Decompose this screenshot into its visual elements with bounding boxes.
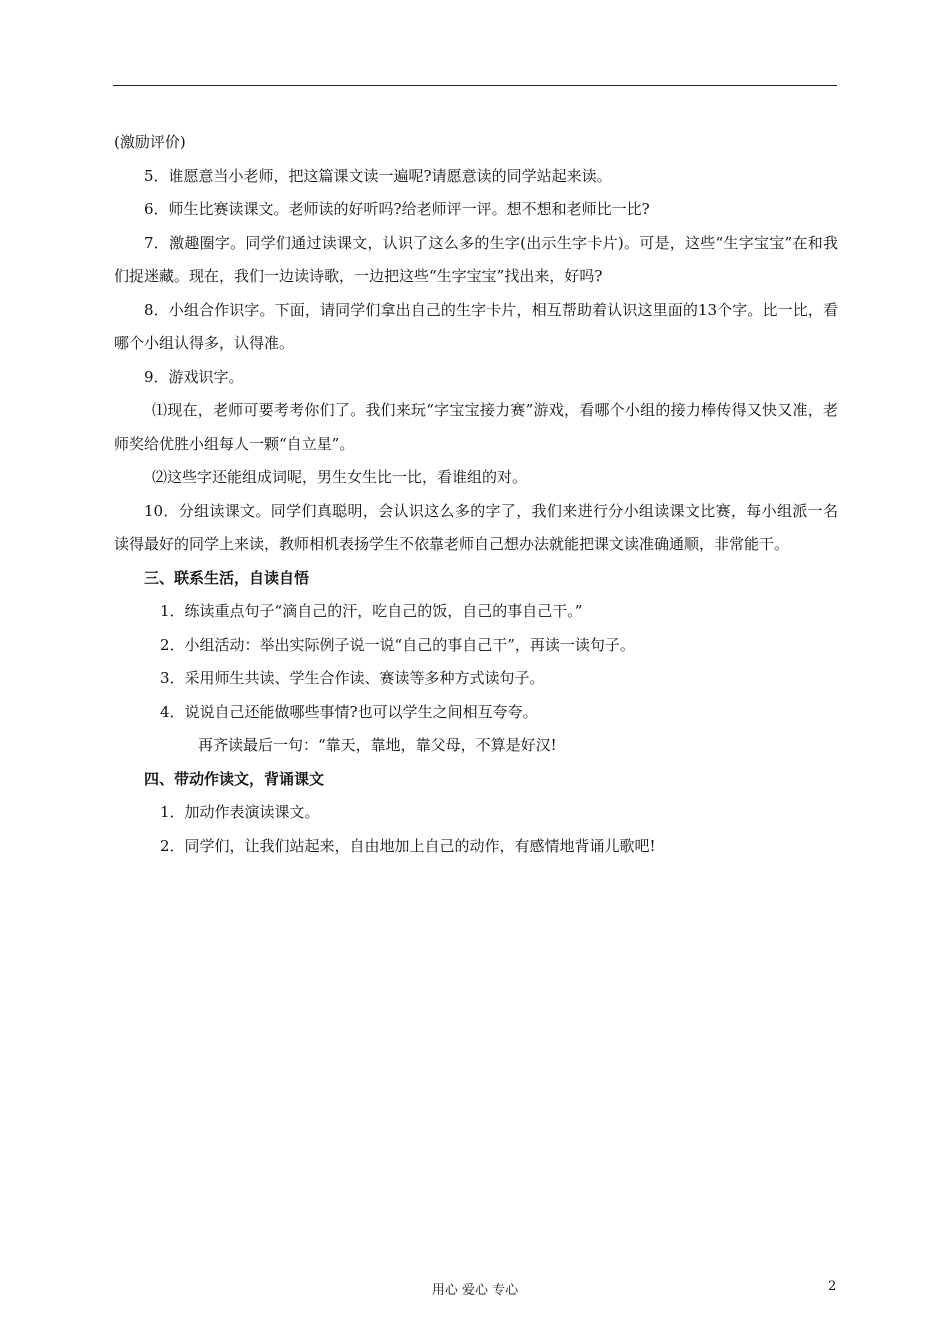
paragraph-item-7: 7．激趣圈字。同学们通过读课文，认识了这么多的生字(出示生字卡片)。可是，这些“生字宝宝”在和我们捉迷藏。现在，我们一边读诗歌，一边把这些“生字宝宝”找出来，好吗? xyxy=(114,233,838,285)
paragraph-item-6: 6．师生比赛读课文。老师读的好听吗?给老师评一评。想不想和老师比一比? xyxy=(144,200,650,218)
paragraph-item-5: 5．谁愿意当小老师，把这篇课文读一遍呢?请愿意读的同学站起来读。 xyxy=(144,166,612,185)
section4-item-1: 1．加动作表演读课文。 xyxy=(160,803,320,821)
section3-item-3: 3．采用师生共读、学生合作读、赛读等多种方式读句子。 xyxy=(160,669,545,687)
paragraph-item-9-2: ⑵这些字还能组成词呢，男生女生比一比，看谁组的对。 xyxy=(152,468,528,486)
section3-item-1: 1．练读重点句子“滴自己的汗，吃自己的饭，自己的事自己干。” xyxy=(160,602,583,620)
page-number: 2 xyxy=(828,1279,837,1294)
section-heading-4: 四、带动作读文，背诵课文 xyxy=(144,769,325,788)
paragraph-item-8: 8．小组合作识字。下面，请同学们拿出自己的生字卡片，相互帮助着认识这里面的13个字。比一比，看哪个小组认得多，认得准。 xyxy=(114,300,838,352)
section3-final-line: 再齐读最后一句：“靠天，靠地，靠父母，不算是好汉! xyxy=(198,736,557,754)
footer-text: 用心 爱心 专心 xyxy=(431,1283,519,1298)
section3-item-4: 4．说说自己还能做哪些事情?也可以学生之间相互夸夸。 xyxy=(160,702,538,721)
section4-item-2: 2．同学们，让我们站起来，自由地加上自己的动作，有感情地背诵儿歌吧! xyxy=(160,836,656,855)
paragraph-item-9: 9．游戏识字。 xyxy=(144,367,244,386)
header-rule xyxy=(113,85,837,86)
paragraph-encouragement: (激励评价) xyxy=(114,133,186,151)
section-heading-3: 三、联系生活，自读自悟 xyxy=(144,568,310,587)
paragraph-item-10: 10．分组读课文。同学们真聪明，会认识这么多的字了，我们来进行分小组读课文比赛，每小组派一名读得最好的同学上来读，教师相机表扬学生不依靠老师自己想办法就能把课文读准确通顺，非常能干。 xyxy=(114,501,838,553)
section3-item-2: 2．小组活动：举出实际例子说一说“自己的事自己干”，再读一读句子。 xyxy=(160,635,635,654)
document-body xyxy=(114,126,838,863)
paragraph-item-9-1: ⑴现在，老师可要考考你们了。我们来玩“字宝宝接力赛”游戏，看哪个小组的接力棒传得又快又准，老师奖给优胜小组每人一颗“自立星”。 xyxy=(114,401,838,453)
